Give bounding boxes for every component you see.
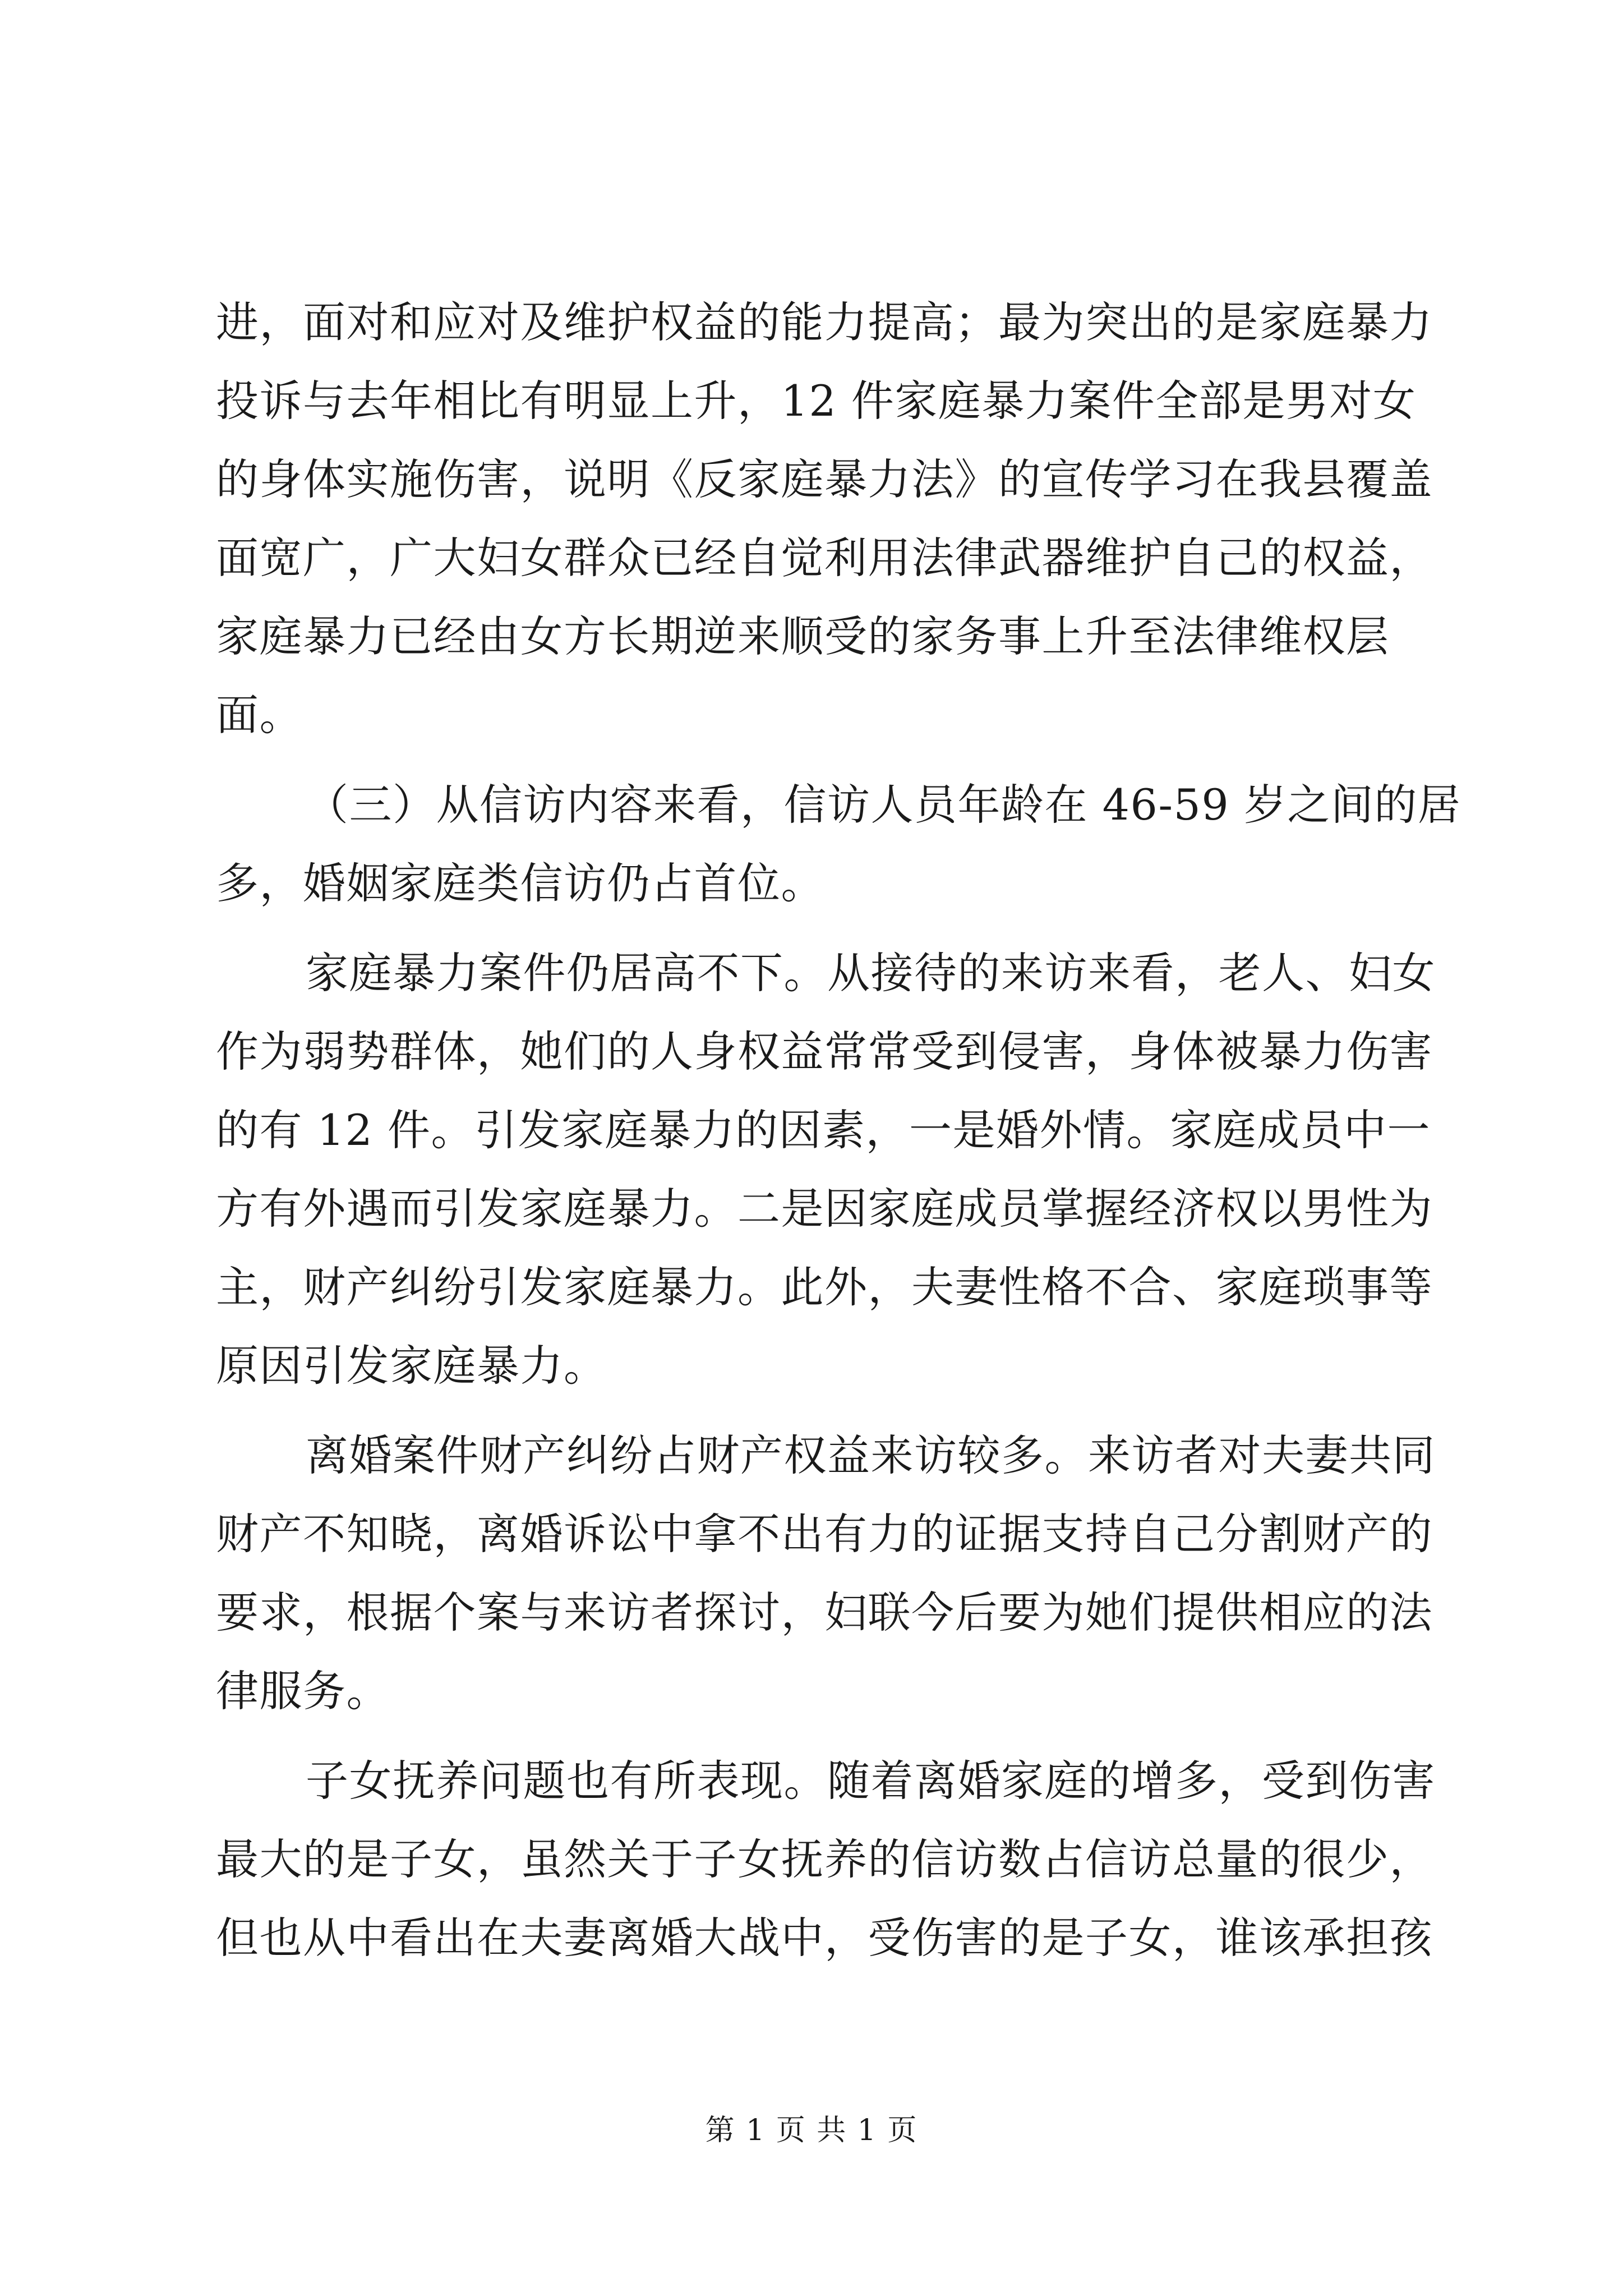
- text-line: 主，财产纠纷引发家庭暴力。此外，夫妻性格不合、家庭琐事等: [216, 1262, 1433, 1312]
- paragraph-gap: [216, 1405, 1408, 1416]
- text-line: 面。: [216, 690, 303, 740]
- page-footer: [0, 2106, 1623, 2148]
- paragraph-gap: [216, 754, 1408, 766]
- text-line: 家庭暴力已经由女方长期逆来顺受的家务事上升至法律维权层: [216, 611, 1390, 661]
- text-line: 原因引发家庭暴力。: [216, 1341, 607, 1391]
- paragraph: [216, 1742, 1436, 1977]
- text-line: 的有 12 件。引发家庭暴力的因素，一是婚外情。家庭成员中一: [216, 1105, 1431, 1155]
- text-line: 最大的是子女，虽然关于子女抚养的信访数占信访总量的很少，: [216, 1834, 1433, 1884]
- paragraph-gap: [216, 1731, 1408, 1742]
- text-line: （三）从信访内容来看，信访人员年龄在 46-59 岁之间的居: [306, 780, 1461, 830]
- text-line: 离婚案件财产纠纷占财产权益来访较多。来访者对夫妻共同: [306, 1430, 1436, 1480]
- text-line: 的身体实施伤害，说明《反家庭暴力法》的宣传学习在我县覆盖: [216, 454, 1433, 504]
- text-line: 进，面对和应对及维护权益的能力提高；最为突出的是家庭暴力: [216, 297, 1433, 347]
- document-body: [216, 283, 1461, 1977]
- text-line: 多，婚姻家庭类信访仍占首位。: [216, 858, 824, 908]
- text-line: 方有外遇而引发家庭暴力。二是因家庭成员掌握经济权以男性为: [216, 1184, 1433, 1234]
- section-heading-paragraph: [216, 766, 1461, 923]
- text-line: 面宽广，广大妇女群众已经自觉利用法律武器维护自己的权益，: [216, 533, 1433, 583]
- text-line: 要求，根据个案与来访者探讨，妇联今后要为她们提供相应的法: [216, 1588, 1433, 1637]
- page-number-label: 第 1 页 共 1 页: [705, 2114, 918, 2147]
- text-line: 律服务。: [216, 1666, 390, 1716]
- text-line: 家庭暴力案件仍居高不下。从接待的来访来看，老人、妇女: [306, 948, 1436, 998]
- text-line: 但也从中看出在夫妻离婚大战中，受伤害的是子女，谁该承担孩: [216, 1913, 1433, 1963]
- text-line: 子女抚养问题也有所表现。随着离婚家庭的增多，受到伤害: [306, 1756, 1436, 1806]
- text-line: 财产不知晓，离婚诉讼中拿不出有力的证据支持自己分割财产的: [216, 1509, 1433, 1559]
- text-line: 投诉与去年相比有明显上升，12 件家庭暴力案件全部是男对女: [216, 376, 1417, 426]
- paragraph-gap: [216, 923, 1408, 934]
- paragraph: [216, 1416, 1436, 1731]
- paragraph: [216, 934, 1436, 1405]
- paragraph: [216, 283, 1433, 754]
- text-line: 作为弱势群体，她们的人身权益常常受到侵害，身体被暴力伤害: [216, 1027, 1433, 1076]
